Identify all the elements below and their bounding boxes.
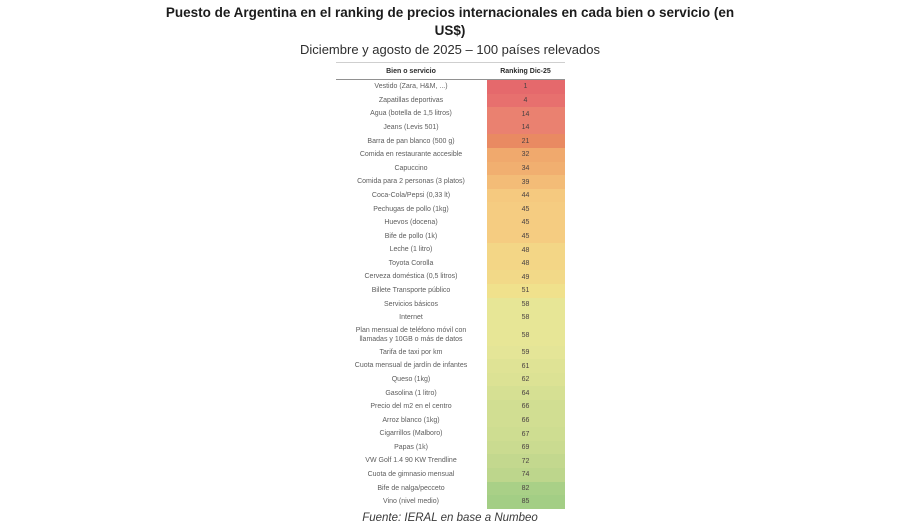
- table-row: [336, 243, 565, 257]
- rank-cell: 45: [487, 216, 565, 230]
- item-cell: Bife de nalga/pecceto: [377, 484, 445, 492]
- table-row: [336, 134, 565, 148]
- item-cell: Huevos (docena): [384, 219, 438, 227]
- rank-cell: 48: [487, 243, 565, 257]
- table-row: [336, 270, 565, 284]
- rank-cell: 58: [487, 311, 565, 325]
- item-cell: Cigarrillos (Malboro): [379, 430, 443, 438]
- rank-cell: 66: [487, 400, 565, 414]
- rank-cell: 45: [487, 202, 565, 216]
- item-cell: Internet: [399, 314, 423, 322]
- table-row: [336, 230, 565, 244]
- item-cell: Vestido (Zara, H&M, ...): [374, 83, 448, 91]
- table-row: [336, 216, 565, 230]
- item-cell: Vino (nivel medio): [383, 498, 439, 506]
- table-row: [336, 468, 565, 482]
- item-cell: Zapatillas deportivas: [378, 96, 444, 104]
- rank-cell: 21: [487, 134, 565, 148]
- table-row: [336, 386, 565, 400]
- rank-cell: 62: [487, 373, 565, 387]
- rank-cell: 59: [487, 346, 565, 360]
- rank-cell: 82: [487, 482, 565, 496]
- table-row: [336, 175, 565, 189]
- table-row: [336, 257, 565, 271]
- table-row: [336, 495, 565, 509]
- item-cell: Billete Transporte público: [371, 287, 451, 295]
- rank-cell: 67: [487, 427, 565, 441]
- rank-cell: 14: [487, 107, 565, 121]
- table-row: [336, 454, 565, 468]
- item-cell: Leche (1 litro): [389, 246, 433, 254]
- table-row: [336, 121, 565, 135]
- item-cell: Servicios básicos: [383, 300, 439, 308]
- table-row: [336, 107, 565, 121]
- item-cell: Cuota mensual de jardín de infantes: [354, 362, 468, 370]
- table-row: [336, 284, 565, 298]
- table-body: [336, 80, 565, 509]
- item-cell: Jeans (Levis 501): [383, 123, 439, 131]
- item-cell: Toyota Corolla: [388, 259, 434, 267]
- rank-cell: 69: [487, 441, 565, 455]
- item-cell: VW Golf 1.4 90 KW Trendline: [365, 457, 457, 465]
- rank-cell: 4: [487, 94, 565, 108]
- item-cell: Comida para 2 personas (3 platos): [357, 178, 465, 186]
- ranking-table: [336, 62, 565, 509]
- rank-cell: 58: [487, 325, 565, 346]
- source-caption: Fuente: IERAL en base a Numbeo: [362, 511, 538, 524]
- item-cell: Gasolina (1 litro): [385, 389, 437, 397]
- table-row: [336, 311, 565, 325]
- item-cell: Tarifa de taxi por km: [379, 348, 443, 356]
- item-cell: Bife de pollo (1k): [384, 232, 438, 240]
- table-row: [336, 373, 565, 387]
- column-header-item: Bien o servicio: [386, 67, 436, 75]
- item-cell: Cuota de gimnasio mensual: [367, 471, 455, 479]
- table-row: [336, 94, 565, 108]
- table-row: [336, 189, 565, 203]
- rank-cell: 34: [487, 162, 565, 176]
- item-cell: Agua (botella de 1,5 litros): [370, 110, 452, 118]
- table-row: [336, 202, 565, 216]
- rank-cell: 32: [487, 148, 565, 162]
- item-cell: Arroz blanco (1kg): [382, 416, 440, 424]
- table-row: [336, 346, 565, 360]
- rank-cell: 74: [487, 468, 565, 482]
- table-row: [336, 482, 565, 496]
- rank-cell: 48: [487, 257, 565, 271]
- table-row: [336, 427, 565, 441]
- rank-cell: 44: [487, 189, 565, 203]
- chart-title: Puesto de Argentina en el ranking de precios internacionales en cada bien o servicio (en US$): [165, 5, 735, 38]
- table-row: [336, 80, 565, 94]
- rank-cell: 49: [487, 270, 565, 284]
- table-row: [336, 325, 565, 346]
- chart-subtitle: Diciembre y agosto de 2025 – 100 países relevados: [300, 42, 600, 58]
- item-cell: Comida en restaurante accesible: [359, 151, 463, 159]
- item-cell: Papas (1k): [394, 443, 428, 451]
- rank-cell: 45: [487, 230, 565, 244]
- table-header-row: [336, 63, 565, 80]
- rank-cell: 64: [487, 386, 565, 400]
- table-row: [336, 400, 565, 414]
- item-cell: Barra de pan blanco (500 g): [367, 137, 455, 145]
- rank-cell: 72: [487, 454, 565, 468]
- table-row: [336, 148, 565, 162]
- rank-cell: 61: [487, 359, 565, 373]
- rank-cell: 85: [487, 495, 565, 509]
- rank-cell: 39: [487, 175, 565, 189]
- rank-cell: 14: [487, 121, 565, 135]
- table-row: [336, 359, 565, 373]
- item-cell: Capuccino: [394, 164, 428, 172]
- column-header-ranking: Ranking Dic-25: [500, 67, 551, 75]
- rank-cell: 51: [487, 284, 565, 298]
- rank-cell: 1: [487, 80, 565, 94]
- item-cell: Coca-Cola/Pepsi (0,33 lt): [371, 191, 451, 199]
- table-row: [336, 298, 565, 312]
- item-cell: Pechugas de pollo (1kg): [373, 205, 449, 213]
- item-cell: Queso (1kg): [391, 375, 431, 383]
- rank-cell: 66: [487, 414, 565, 428]
- table-row: [336, 162, 565, 176]
- item-cell: Cerveza doméstica (0,5 litros): [364, 273, 458, 281]
- table-row: [336, 441, 565, 455]
- item-cell: Plan mensual de teléfono móvil con llamadas y 10GB o más de datos: [355, 326, 467, 344]
- table-row: [336, 414, 565, 428]
- item-cell: Precio del m2 en el centro: [370, 403, 452, 411]
- rank-cell: 58: [487, 298, 565, 312]
